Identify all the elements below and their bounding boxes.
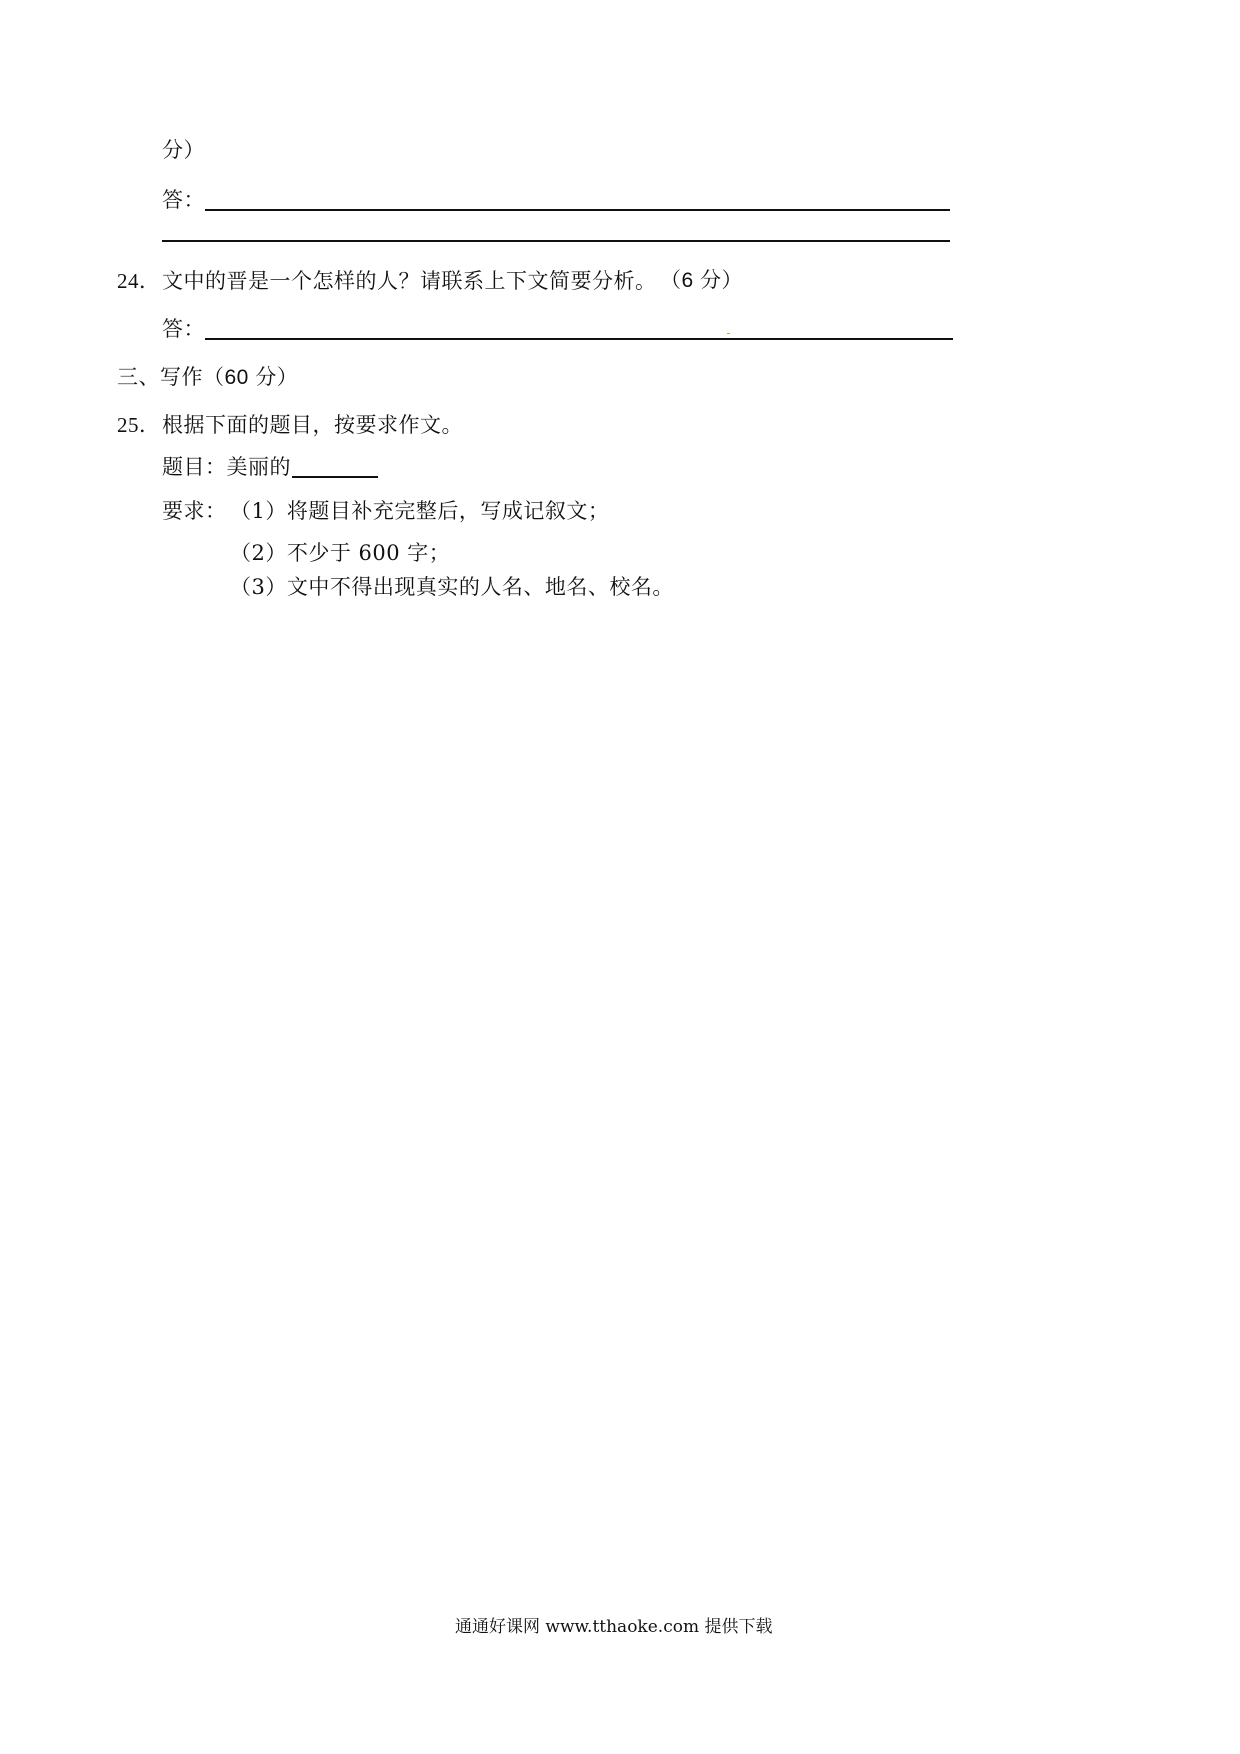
q25-requirement-1: （1）将题目补充完整后，写成记叙文；	[230, 499, 610, 523]
q24-answer-line[interactable]	[205, 338, 953, 340]
q25-requirement-2: （2）不少于 600 字；	[230, 541, 451, 565]
q25-requirements-label: 要求：	[162, 499, 227, 523]
q25-title-label: 题目：美丽的	[162, 455, 291, 479]
q23-answer-line-1[interactable]	[205, 209, 950, 211]
q25-title-blank[interactable]	[292, 476, 378, 478]
q24-score: （6 分）	[660, 269, 744, 292]
q23-score-tail: 分）	[162, 139, 205, 162]
q25-question-text: 根据下面的题目，按要求作文。	[162, 413, 463, 437]
q23-answer-line-2[interactable]	[162, 240, 950, 242]
q24-number: 24．	[117, 269, 161, 293]
q25-number: 25．	[117, 413, 161, 437]
q24-question-text: 文中的晋是一个怎样的人？请联系上下文简要分析。	[162, 269, 657, 293]
q25-requirement-3: （3）文中不得出现真实的人名、地名、校名。	[230, 575, 674, 599]
stray-mark	[727, 333, 730, 334]
page-footer: 通通好课网 www.tthaoke.com 提供下载	[455, 1617, 773, 1637]
q23-answer-label: 答：	[162, 188, 205, 212]
q24-answer-label: 答：	[162, 317, 205, 341]
section-heading-writing: 三、写作（60 分）	[117, 366, 299, 389]
